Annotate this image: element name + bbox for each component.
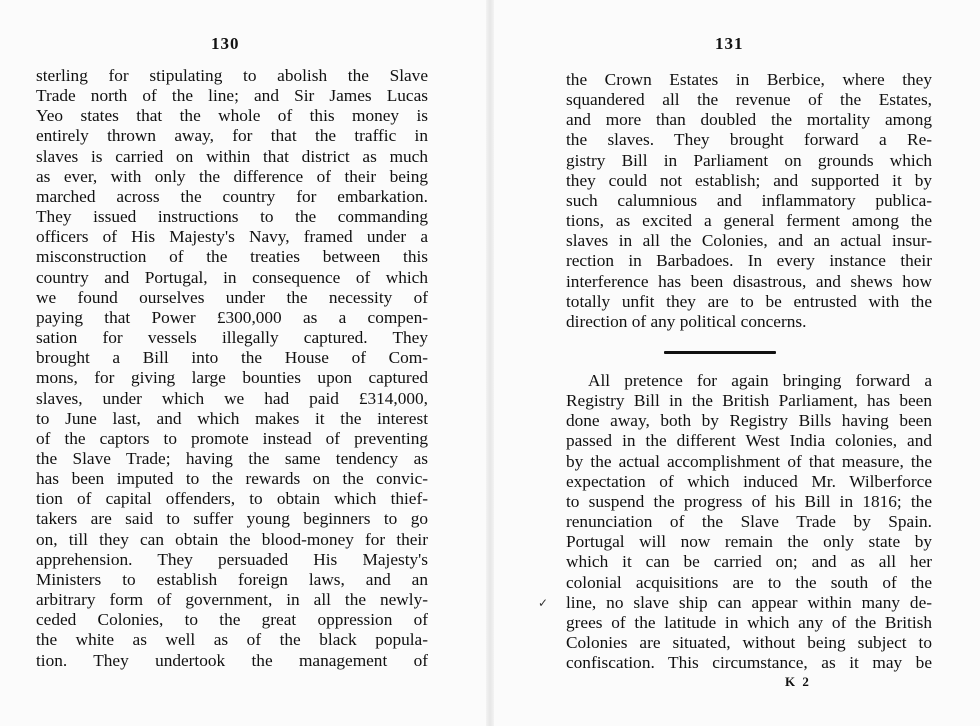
text-line: of the captors to promote instead of preventing (36, 428, 428, 448)
text-line: tions, as excited a general ferment among the (566, 211, 932, 231)
text-line: the white as well as of the black popula- (36, 630, 428, 650)
text-line: we found ourselves under the necessity of (36, 287, 428, 307)
text-line: to June last, and which makes it the interest (36, 408, 428, 428)
text-line: the slaves. They brought forward a Re- (566, 130, 932, 150)
text-line: sation for vessels illegally captured. They (36, 328, 428, 348)
text-line: entirely thrown away, for that the traffic in (36, 126, 428, 146)
text-line: expectation of which induced Mr. Wilberforce (566, 471, 932, 491)
text-line: totally unfit they are to be entrusted with the (566, 291, 932, 311)
text-line: which it can be carried on; and as all her (566, 552, 932, 572)
text-line: officers of His Majesty's Navy, framed under a (36, 227, 428, 247)
text-line: as ever, with only the difference of their being (36, 166, 428, 186)
text-line: misconstruction of the treaties between this (36, 247, 428, 267)
text-line: renunciation of the Slave Trade by Spain. (566, 512, 932, 532)
text-line: rection in Barbadoes. In every instance their (566, 251, 932, 271)
text-line: squandered all the revenue of the Estates, (566, 90, 932, 110)
text-line: marched across the country for embarkation. (36, 186, 428, 206)
text-line: done away, both by Registry Bills having been (566, 411, 932, 431)
text-line: apprehension. They persuaded His Majesty's (36, 549, 428, 569)
text-line: they could not establish; and supported it by (566, 170, 932, 190)
text-line: such calumnious and inflammatory publica- (566, 190, 932, 210)
page-number-right: 131 (715, 34, 744, 53)
text-line: tion. They undertook the management of (36, 650, 428, 670)
right-page (490, 0, 980, 726)
page-number-left: 130 (211, 34, 240, 53)
text-line: Yeo states that the whole of this money is (36, 106, 428, 126)
text-line: interference has been disastrous, and shews how (566, 271, 932, 291)
left-page-text (36, 66, 428, 671)
right-page-paragraph-2 (566, 371, 932, 673)
text-line: All pretence for again bringing forward a (588, 371, 932, 390)
section-divider-rule (664, 351, 776, 354)
text-line: slaves, under which we had paid £314,000, (36, 388, 428, 408)
text-line: Registry Bill in the British Parliament, has been (566, 391, 932, 411)
text-line: Ministers to establish foreign laws, and an (36, 569, 428, 589)
text-line: has been imputed to the rewards on the convic- (36, 469, 428, 489)
text-line: ceded Colonies, to the great oppression of (36, 610, 428, 630)
text-line: Colonies are situated, without being subject to (566, 633, 932, 653)
text-line: passed in the different West India colonies, and (566, 431, 932, 451)
text-line: sterling for stipulating to abolish the Slave (36, 66, 428, 85)
text-line: mons, for giving large bounties upon captured (36, 368, 428, 388)
text-line: colonial acquisitions are to the south of the (566, 572, 932, 592)
text-line: Portugal will now remain the only state by (566, 532, 932, 552)
text-line: gistry Bill in Parliament on grounds which (566, 150, 932, 170)
text-line: arbitrary form of government, in all the newly- (36, 590, 428, 610)
text-line: takers are said to suffer young beginners to go (36, 509, 428, 529)
text-line: and more than doubled the mortality among (566, 110, 932, 130)
text-line: to suspend the progress of his Bill in 1816; the (566, 491, 932, 511)
text-line: the Crown Estates in Berbice, where they (566, 70, 932, 89)
text-line: Trade north of the line; and Sir James Lucas (36, 86, 428, 106)
text-line: country and Portugal, in consequence of which (36, 267, 428, 287)
text-line: slaves is carried on within that district as much (36, 146, 428, 166)
text-line: slaves in all the Colonies, and an actual insur- (566, 231, 932, 251)
text-line: direction of any political concerns. (566, 311, 807, 331)
margin-tick-mark: ✓ (538, 596, 549, 610)
text-line: brought a Bill into the House of Com- (36, 348, 428, 368)
text-line: They issued instructions to the commanding (36, 207, 428, 227)
text-line: the Slave Trade; having the same tendency as (36, 448, 428, 468)
signature-mark: K 2 (785, 674, 811, 689)
text-line: line, no slave ship can appear within many de- (566, 592, 932, 612)
right-page-paragraph-1 (566, 70, 932, 332)
text-line: paying that Power £300,000 as a compen- (36, 307, 428, 327)
text-line: grees of the latitude in which any of the British (566, 612, 932, 632)
text-line: on, till they can obtain the blood-money for their (36, 529, 428, 549)
text-line: tion of capital offenders, to obtain which thief- (36, 489, 428, 509)
text-line: by the actual accomplishment of that measure, the (566, 451, 932, 471)
text-line: confiscation. This circumstance, as it may be (566, 653, 932, 673)
